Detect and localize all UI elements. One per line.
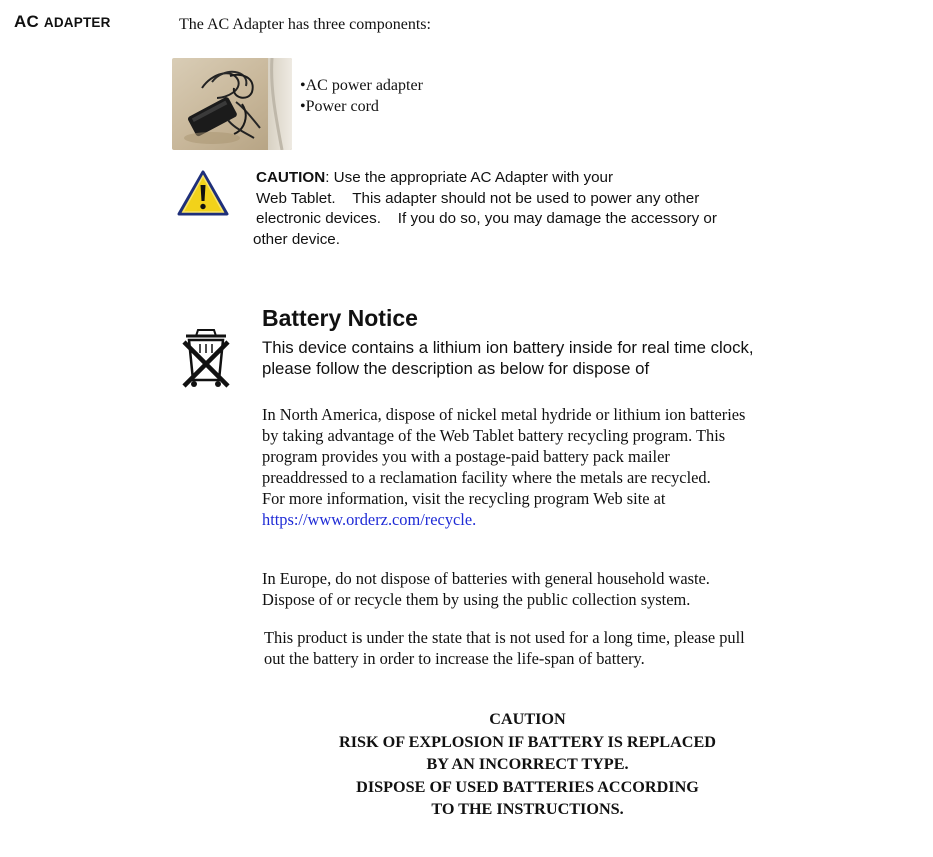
battery-notice-title: Battery Notice [262,305,418,331]
battery-notice-intro: This device contains a lithium ion battery inside for real time clock, please follow the description as below for dispose of [262,338,754,378]
ac-adapter-photo [172,58,292,150]
section-heading [14,12,111,32]
storage-paragraph: This product is under the state that is not used for a long time, please pull out the battery in order to increase the life-span of battery. [264,628,745,668]
caution-notice [254,168,774,250]
caution-line-3: electronic devices. If you do so, you may damage the accessory or [256,210,717,227]
list-item: •Power cord [300,98,379,115]
list-item: •AC power adapter [300,77,423,94]
caution-line-1: CAUTION: Use the appropriate AC Adapter with your [256,169,614,186]
caution-line-4: other device. [253,230,340,248]
europe-paragraph: In Europe, do not dispose of batteries with general household waste. Dispose of or recycle them by using the public collection system. [262,569,710,609]
heading-small-caps: ADAPTER [43,15,111,30]
heading-main: AC [14,12,39,31]
caution-line-2: Web Tablet. This adapter should not be used to power any other [256,189,700,207]
caution-label: CAUTION [256,169,326,186]
crossed-out-bin-icon [176,320,236,390]
explosion-caution: CAUTION RISK OF EXPLOSION IF BATTERY IS REPLACED BY AN INCORRECT TYPE. DISPOSE OF USED BATTERIES ACCORDING TO THE INSTRUCTIONS. [339,710,716,818]
warning-triangle-icon [177,170,229,216]
recycling-program-link[interactable]: https://www.orderz.com/recycle. [262,510,477,529]
intro-text: The AC Adapter has three components: [179,16,431,33]
components-list [300,75,423,117]
north-america-paragraph: In North America, dispose of nickel metal hydride or lithium ion batteries by taking advantage of the Web Tablet battery recycling program. This program provides you with a postage-paid battery pack mailer preaddressed to a reclamation facility where the metals are recycled. For more information, visit the recycling program Web site at https://www.orderz.com/recycle. [262,404,902,530]
